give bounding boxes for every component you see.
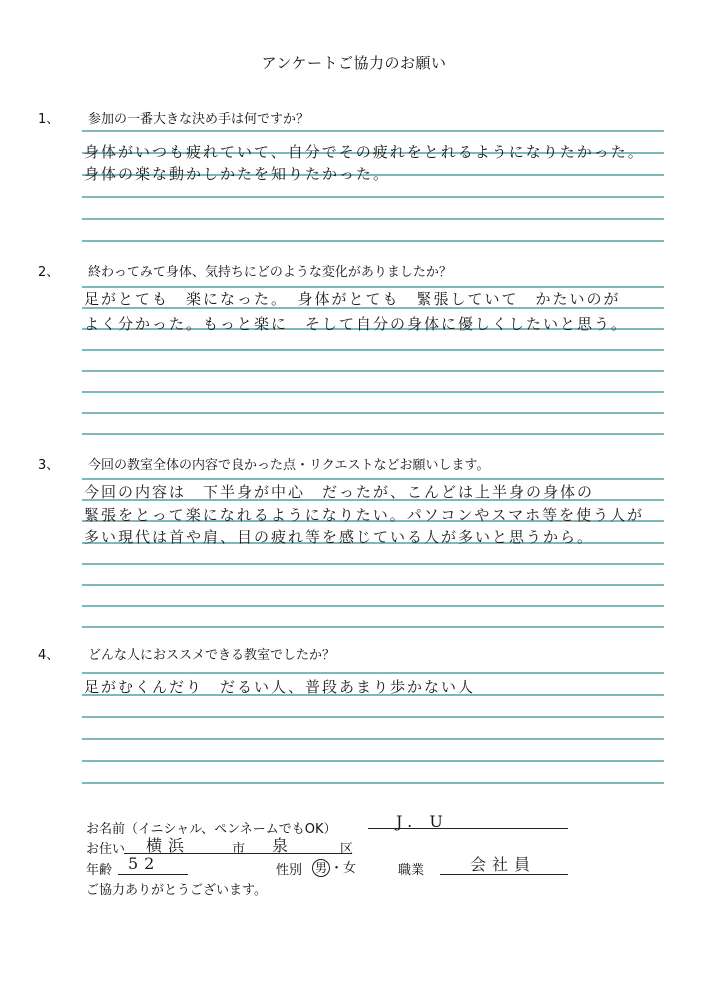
- address-ward-suffix: 区: [340, 842, 354, 857]
- question-1-number: 1、: [38, 112, 60, 127]
- question-1-text: 参加の一番大きな決め手は何ですか？: [88, 112, 310, 127]
- gender-female: 女: [343, 861, 357, 876]
- question-3-answer-line-2: 緊張をとって楽になれるようになりたい。パソコンやスマホ等を使う人が: [84, 506, 645, 524]
- question-1-answer-line-2: 身体の楽な動かしかたを知りたかった。: [84, 165, 391, 183]
- question-2-number: 2、: [38, 265, 60, 280]
- gender-label: 性別: [276, 863, 303, 878]
- occupation-value: 会社員: [470, 855, 537, 874]
- address-city: 横浜: [146, 836, 191, 855]
- address-ward: 泉: [272, 836, 295, 855]
- question-2-answer-line-1: 足がとても 楽になった。 身体がとても 緊張していて かたいのが: [84, 290, 621, 308]
- age-underline: [118, 874, 188, 875]
- address-city-suffix: 市: [232, 842, 246, 857]
- gender-separator: ・: [330, 861, 344, 876]
- gender-male-circled: 男: [312, 859, 330, 877]
- occupation-underline: [440, 874, 568, 875]
- question-2-text: 終わってみて身体、気持ちにどのような変化がありましたか？: [88, 265, 452, 280]
- question-1-answer-line-1: 身体がいつも疲れていて、自分でその疲れをとれるようになりたかった。: [84, 143, 645, 161]
- address-label: お住い: [86, 842, 126, 857]
- name-value: J. U: [396, 812, 449, 831]
- name-label: お名前（イニシャル、ペンネームでもOK）: [86, 822, 337, 837]
- page-title: アンケートご協力のお願い: [261, 54, 447, 72]
- question-4-number: 4、: [38, 648, 60, 663]
- question-3-answer-line-1: 今回の内容は 下半身が中心 だったが、こんどは上半身の身体の: [84, 483, 595, 501]
- age-label: 年齢: [86, 863, 113, 878]
- thanks-text: ご協力ありがとうございます。: [86, 883, 267, 898]
- gender-options: [312, 857, 356, 877]
- question-2-answer-line-2: よく分かった。もっと楽に そして自分の身体に優しくしたいと思う。: [84, 315, 629, 333]
- name-underline: [368, 828, 568, 829]
- occupation-label: 職業: [398, 863, 425, 878]
- question-3-answer-line-3: 多い現代は首や肩、目の疲れ等を感じている人が多いと思うから。: [84, 528, 595, 546]
- question-4-text: どんな人におススメできる教室でしたか？: [88, 648, 336, 663]
- question-3-text: 今回の教室全体の内容で良かった点・リクエストなどお願いします。: [88, 458, 490, 473]
- question-4-answer-line-1: 足がむくんだり だるい人、普段あまり歩かない人: [84, 678, 476, 696]
- question-3-number: 3、: [38, 458, 60, 473]
- age-value: 52: [128, 854, 161, 873]
